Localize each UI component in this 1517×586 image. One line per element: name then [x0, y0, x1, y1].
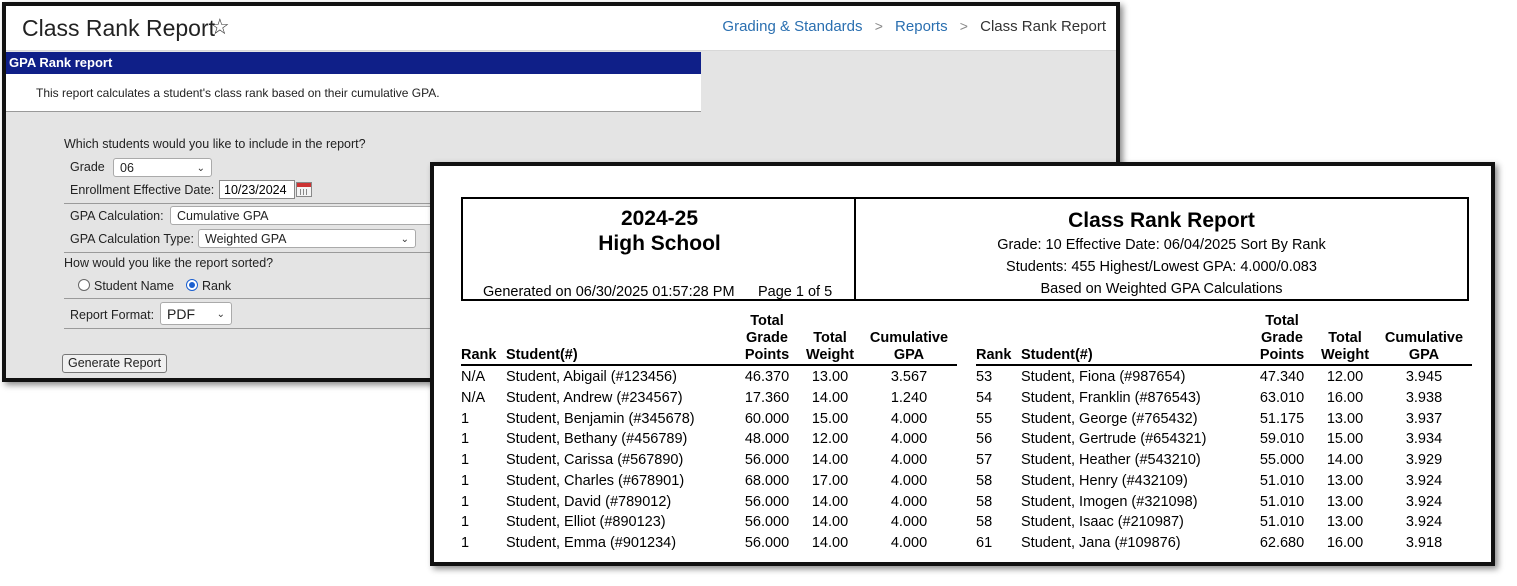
- cell-rank: 58: [976, 514, 993, 531]
- cell-gpa: 3.934: [1405, 431, 1443, 448]
- cell-points: 62.680: [1259, 535, 1305, 551]
- cell-points: 59.010: [1259, 431, 1305, 448]
- table-row: [976, 494, 1472, 515]
- breadcrumb-reports[interactable]: Reports: [895, 18, 948, 35]
- cell-rank: 54: [976, 389, 993, 406]
- sort-student-name-radio[interactable]: [78, 279, 90, 291]
- cell-gpa: 3.924: [1405, 514, 1443, 531]
- enrollment-date-input[interactable]: [219, 180, 295, 199]
- cell-weight: 13.00: [1326, 410, 1364, 427]
- table-row: [976, 431, 1472, 452]
- cell-rank: 1: [461, 431, 470, 448]
- cell-student: Student, Elliot (#890123): [506, 514, 666, 531]
- table-row: [461, 411, 957, 432]
- school-year: 2024-25: [620, 207, 699, 230]
- cell-student: Student, Heather (#543210): [1021, 452, 1201, 468]
- cell-rank: N/A: [461, 389, 486, 406]
- table-row: [976, 411, 1472, 432]
- cell-student: Student, Charles (#678901): [506, 472, 685, 489]
- table-row: [461, 369, 957, 390]
- page-count: Page 1 of 5: [758, 284, 833, 300]
- report-title-bar: GPA Rank report: [6, 52, 701, 74]
- chevron-right-icon: >: [959, 18, 968, 34]
- cell-rank: 1: [461, 452, 470, 468]
- cell-gpa: 3.929: [1405, 452, 1443, 468]
- table-row: [461, 452, 957, 473]
- cell-rank: 57: [976, 452, 993, 468]
- gpa-calculation-type-label: GPA Calculation Type:: [70, 232, 194, 246]
- cell-gpa: 3.924: [1405, 493, 1443, 510]
- table-row: [976, 369, 1472, 390]
- gpa-calculation-type-select[interactable]: [198, 229, 416, 248]
- cell-points: 55.000: [1259, 452, 1305, 468]
- cell-weight: 12.00: [1326, 369, 1364, 385]
- cell-points: 46.370: [744, 369, 790, 385]
- cell-weight: 14.00: [811, 389, 849, 406]
- cell-student: Student, George (#765432): [1021, 410, 1198, 427]
- table-row: [976, 514, 1472, 535]
- enrollment-date-label: Enrollment Effective Date:: [70, 183, 215, 197]
- cell-gpa: 4.000: [890, 472, 928, 489]
- column-header-rank: Rank: [976, 347, 1012, 363]
- column-header-total-grade-points: Total Grade Points: [1259, 313, 1305, 363]
- cell-rank: 58: [976, 472, 993, 489]
- cell-weight: 14.00: [811, 493, 849, 510]
- star-outline-icon[interactable]: ☆: [210, 14, 230, 39]
- cell-student: Student, Andrew (#234567): [506, 389, 683, 406]
- chevron-down-icon: ⌄: [400, 234, 409, 245]
- cell-rank: 1: [461, 472, 470, 489]
- table-row: [976, 473, 1472, 494]
- cell-rank: 1: [461, 493, 470, 510]
- cell-weight: 12.00: [811, 431, 849, 448]
- header-rule: [461, 364, 957, 366]
- sort-question: How would you like the report sorted?: [64, 256, 274, 270]
- column-header-student: Student(#): [1021, 347, 1093, 363]
- cell-gpa: 4.000: [890, 535, 928, 551]
- report-header: [461, 197, 1469, 301]
- cell-points: 51.175: [1259, 410, 1305, 427]
- cell-weight: 14.00: [811, 535, 849, 551]
- cell-gpa: 3.938: [1405, 389, 1443, 406]
- cell-rank: 58: [976, 493, 993, 510]
- breadcrumb-grading-standards[interactable]: Grading & Standards: [722, 18, 863, 35]
- sort-student-name-label[interactable]: Student Name: [94, 279, 174, 293]
- column-header-student: Student(#): [506, 347, 578, 363]
- cell-points: 51.010: [1259, 472, 1305, 489]
- cell-gpa: 4.000: [890, 431, 928, 448]
- cell-weight: 14.00: [1326, 452, 1364, 468]
- table-row: [461, 494, 957, 515]
- school-name: High School: [598, 232, 721, 255]
- chevron-right-icon: >: [874, 18, 883, 34]
- cell-gpa: 3.937: [1405, 410, 1443, 427]
- column-header-cumulative-gpa: Cumulative GPA: [869, 330, 949, 363]
- breadcrumb: [722, 18, 1106, 35]
- gpa-calculation-label: GPA Calculation:: [70, 209, 164, 223]
- cell-weight: 14.00: [811, 452, 849, 468]
- cell-weight: 14.00: [811, 514, 849, 531]
- cell-student: Student, Abigail (#123456): [506, 369, 677, 385]
- cell-rank: 1: [461, 410, 470, 427]
- report-format-label: Report Format:: [70, 308, 155, 322]
- table-row: [461, 431, 957, 452]
- cell-student: Student, Benjamin (#345678): [506, 410, 695, 427]
- cell-student: Student, David (#789012): [506, 493, 672, 510]
- cell-rank: 61: [976, 535, 993, 551]
- cell-points: 17.360: [744, 389, 790, 406]
- table-row: [976, 535, 1472, 556]
- rank-table-right: [976, 311, 1472, 551]
- cell-student: Student, Isaac (#210987): [1021, 514, 1184, 531]
- cell-points: 56.000: [744, 535, 790, 551]
- generated-timestamp: Generated on 06/30/2025 01:57:28 PM: [483, 284, 735, 300]
- grade-select-value: 06: [120, 161, 134, 175]
- table-row: [461, 535, 957, 556]
- cell-student: Student, Bethany (#456789): [506, 431, 688, 448]
- column-header-total-grade-points: Total Grade Points: [744, 313, 790, 363]
- cell-gpa: 4.000: [890, 410, 928, 427]
- cell-student: Student, Emma (#901234): [506, 535, 677, 551]
- gpa-calculation-value: Cumulative GPA: [177, 209, 269, 223]
- cell-gpa: 3.918: [1405, 535, 1443, 551]
- app-header: [6, 6, 1116, 51]
- form-divider: [64, 203, 484, 204]
- cell-points: 51.010: [1259, 514, 1305, 531]
- column-header-rank: Rank: [461, 347, 497, 363]
- report-calculation-basis: Based on Weighted GPA Calculations: [1040, 281, 1283, 297]
- rank-table-left: [461, 311, 957, 551]
- cell-rank: 1: [461, 535, 470, 551]
- report-filters: Grade: 10 Effective Date: 06/04/2025 Sort By Rank: [997, 237, 1326, 253]
- class-rank-report-pdf: [430, 162, 1495, 566]
- cell-rank: 1: [461, 514, 470, 531]
- cell-weight: 16.00: [1326, 389, 1364, 406]
- grade-label: Grade: [70, 160, 105, 174]
- table-row: [461, 514, 957, 535]
- cell-weight: 16.00: [1326, 535, 1364, 551]
- cell-points: 56.000: [744, 493, 790, 510]
- grade-select[interactable]: [113, 158, 212, 177]
- sort-rank-label[interactable]: Rank: [202, 279, 232, 293]
- gpa-calculation-select[interactable]: [170, 206, 450, 225]
- cell-points: 56.000: [744, 514, 790, 531]
- page-title: Class Rank Report: [22, 15, 216, 41]
- cell-weight: 15.00: [811, 410, 849, 427]
- cell-gpa: 3.945: [1405, 369, 1443, 385]
- cell-points: 68.000: [744, 472, 790, 489]
- cell-gpa: 3.567: [890, 369, 928, 385]
- report-format-select[interactable]: [160, 302, 232, 325]
- table-row: [976, 452, 1472, 473]
- report-title: Class Rank Report: [1068, 209, 1255, 232]
- cell-points: 63.010: [1259, 389, 1305, 406]
- cell-gpa: 4.000: [890, 514, 928, 531]
- cell-points: 51.010: [1259, 493, 1305, 510]
- generate-report-button[interactable]: Generate Report: [62, 354, 167, 373]
- column-header-total-weight: Total Weight: [1320, 330, 1370, 363]
- gpa-calculation-type-value: Weighted GPA: [205, 232, 287, 246]
- form-divider: [64, 298, 484, 299]
- cell-gpa: 4.000: [890, 493, 928, 510]
- students-question: Which students would you like to include in the report?: [64, 137, 366, 151]
- cell-student: Student, Henry (#432109): [1021, 472, 1188, 489]
- chevron-down-icon: ⌄: [196, 163, 205, 174]
- cell-weight: 13.00: [811, 369, 849, 385]
- header-rule: [976, 364, 1472, 366]
- form-divider: [64, 328, 484, 329]
- report-stats: Students: 455 Highest/Lowest GPA: 4.000/0.083: [1006, 259, 1317, 275]
- cell-weight: 13.00: [1326, 514, 1364, 531]
- cell-gpa: 4.000: [890, 452, 928, 468]
- sort-rank-radio[interactable]: [186, 279, 198, 291]
- cell-weight: 13.00: [1326, 493, 1364, 510]
- cell-student: Student, Fiona (#987654): [1021, 369, 1186, 385]
- calendar-icon[interactable]: [296, 182, 312, 197]
- cell-points: 47.340: [1259, 369, 1305, 385]
- cell-gpa: 1.240: [890, 389, 928, 406]
- cell-rank: 53: [976, 369, 993, 385]
- table-row: [461, 390, 957, 411]
- cell-student: Student, Gertrude (#654321): [1021, 431, 1207, 448]
- cell-student: Student, Jana (#109876): [1021, 535, 1181, 551]
- column-header-total-weight: Total Weight: [805, 330, 855, 363]
- cell-weight: 13.00: [1326, 472, 1364, 489]
- report-description: This report calculates a student's class rank based on their cumulative GPA.: [6, 74, 701, 112]
- chevron-down-icon: ⌄: [216, 309, 225, 320]
- table-row: [976, 390, 1472, 411]
- cell-rank: 56: [976, 431, 993, 448]
- cell-rank: 55: [976, 410, 993, 427]
- cell-weight: 15.00: [1326, 431, 1364, 448]
- cell-points: 56.000: [744, 452, 790, 468]
- form-divider: [64, 252, 484, 253]
- column-header-cumulative-gpa: Cumulative GPA: [1384, 330, 1464, 363]
- cell-points: 60.000: [744, 410, 790, 427]
- cell-student: Student, Imogen (#321098): [1021, 493, 1198, 510]
- cell-student: Student, Franklin (#876543): [1021, 389, 1201, 406]
- table-row: [461, 473, 957, 494]
- breadcrumb-current: Class Rank Report: [980, 18, 1106, 35]
- cell-rank: N/A: [461, 369, 486, 385]
- cell-weight: 17.00: [811, 472, 849, 489]
- cell-student: Student, Carissa (#567890): [506, 452, 684, 468]
- cell-points: 48.000: [744, 431, 790, 448]
- cell-gpa: 3.924: [1405, 472, 1443, 489]
- report-format-value: PDF: [167, 306, 195, 322]
